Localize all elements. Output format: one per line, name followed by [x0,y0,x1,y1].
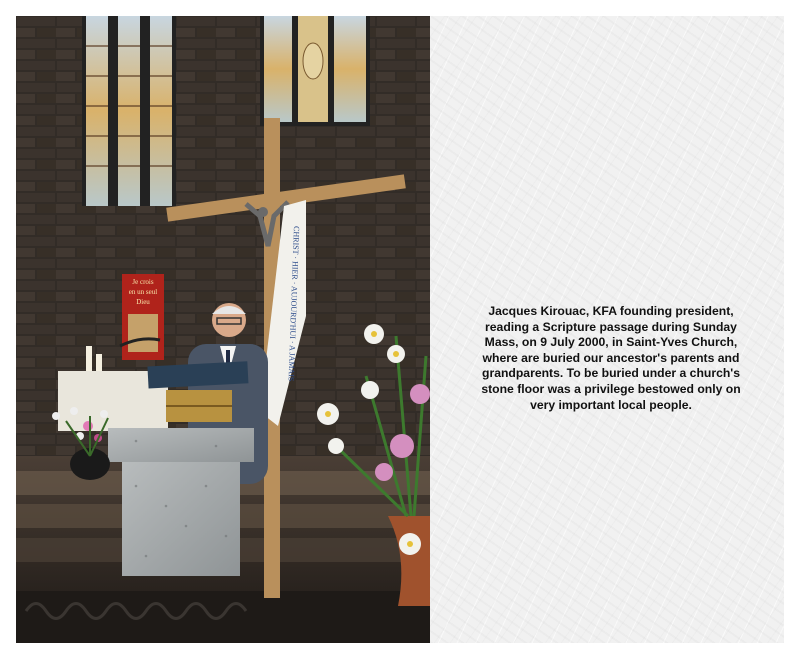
caption-line: Mass, on 9 July 2000, in Saint-Yves Church, [484,335,738,350]
caption-line: grandparents. To be buried under a church's [482,366,740,381]
stained-glass-window-right [260,16,370,126]
church-photo [16,16,430,643]
caption-line: reading a Scripture passage during Sunday [485,319,737,334]
stained-glass-window-left [82,16,176,206]
svg-text:en un seul: en un seul [128,288,158,296]
caption-line: stone floor was a privilege bestowed only on [481,381,741,396]
svg-text:CHRIST · HIER · AUJOURD'HUI ·: CHRIST · HIER · AUJOURD'HUI · A JAMAIS [286,225,301,382]
svg-text:Dieu: Dieu [136,298,150,306]
svg-text:Je crois: Je crois [132,278,154,286]
photo-caption [450,304,772,413]
caption-line: Jacques Kirouac, KFA founding president, [488,304,734,318]
caption-line: very important local people. [530,397,692,412]
lectern [108,428,254,462]
caption-line: where are buried our ancestor's parents and [482,350,740,365]
